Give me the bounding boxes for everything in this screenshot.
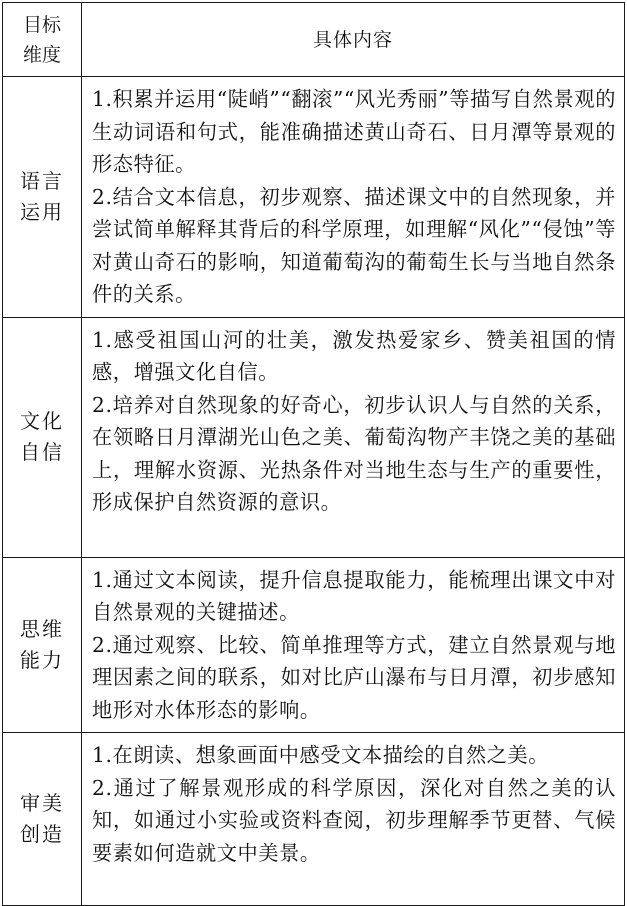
dimension-header-line2: 维度 xyxy=(22,43,61,66)
content-cell-language xyxy=(82,77,625,318)
content-item: 1.积累并运用“陡峭”“翻滚”“风光秀丽”等描写自然景观的生动词语和句式，能准确描述黄山奇石、日月潭等景观的形态特征。 xyxy=(92,87,616,176)
dimension-label-line2: 自信 xyxy=(20,440,64,464)
content-item: 1.在朗读、想象画面中感受文本描绘的自然之美。 xyxy=(92,743,550,767)
table-row-culture xyxy=(3,317,625,557)
dimension-cell-language xyxy=(3,77,82,318)
dimension-cell-aesthetics xyxy=(3,733,82,906)
table-row-thinking xyxy=(3,557,625,733)
dimension-header-line1: 目标 xyxy=(22,13,61,36)
content-header: 具体内容 xyxy=(82,3,625,77)
content-item: 1.通过文本阅读，提升信息提取能力，能梳理出课文中对自然景观的关键描述。 xyxy=(92,567,616,624)
table-row-language xyxy=(3,77,625,318)
goals-table xyxy=(2,2,625,906)
dimension-cell-thinking xyxy=(3,557,82,733)
dimension-header xyxy=(3,3,82,77)
table-row-aesthetics xyxy=(3,733,625,906)
content-cell-culture xyxy=(82,317,625,557)
dimension-label-line2: 运用 xyxy=(20,199,64,224)
content-item: 2.结合文本信息，初步观察、描述课文中的自然现象，并尝试简单解释其背后的科学原理，如理解“风化”“侵蚀”等对黄山奇石的影响，知道葡萄沟的葡萄生长与当地自然条件的关系。 xyxy=(92,184,617,306)
dimension-label-line1: 文化 xyxy=(20,409,64,433)
dimension-label-line1: 审美 xyxy=(20,791,64,815)
content-item: 2.通过观察、比较、简单推理等方式，建立自然景观与地理因素之间的联系，如对比庐山瀑布与日月潭，初步感知地形对水体形态的影响。 xyxy=(92,632,616,722)
dimension-label-line1: 语言 xyxy=(20,168,64,193)
content-item: 2.通过了解景观形成的科学原因，深化对自然之美的认知，如通过小实验或资料查阅，初步理解季节更替、气候要素如何造就文中美景。 xyxy=(92,775,616,865)
content-item: 2.培养对自然现象的好奇心，初步认识人与自然的关系，在领略日月潭湖光山色之美、葡萄沟物产丰饶之美的基础上，理解水资源、光热条件对当地生态与生产的重要性，形成保护自然资源的意识。 xyxy=(92,392,616,514)
dimension-cell-culture xyxy=(3,317,82,557)
content-item: 1.感受祖国山河的壮美，激发热爱家乡、赞美祖国的情感，增强文化自信。 xyxy=(92,327,616,384)
dimension-label-line2: 创造 xyxy=(20,822,64,846)
dimension-label-line2: 能力 xyxy=(20,647,64,672)
content-cell-aesthetics xyxy=(82,733,625,906)
header-row xyxy=(3,3,625,77)
content-cell-thinking xyxy=(82,557,625,733)
dimension-label-line1: 思维 xyxy=(20,616,64,641)
